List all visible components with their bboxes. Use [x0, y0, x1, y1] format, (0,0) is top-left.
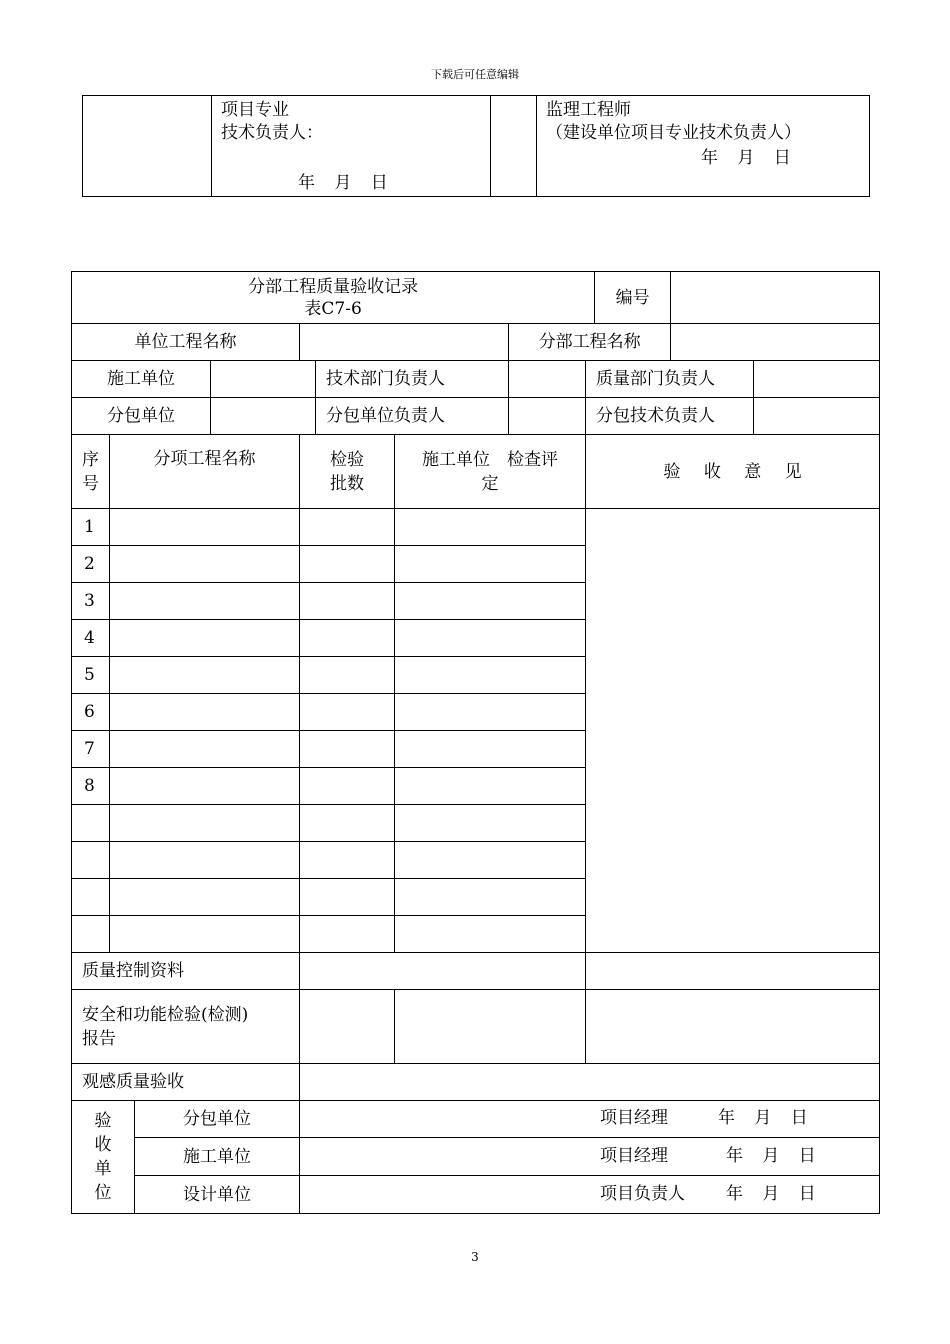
signature-table [82, 95, 870, 197]
quality-control-docs-opinion[interactable] [586, 953, 880, 990]
signature-blank-middle [491, 96, 537, 197]
batch-count-cell[interactable] [300, 694, 395, 731]
evaluation-cell[interactable] [395, 583, 586, 620]
subcontract-unit-head-field[interactable] [509, 398, 586, 435]
quality-control-docs-field[interactable] [300, 953, 586, 990]
acceptance-unit-construction: 施工单位 [135, 1138, 300, 1176]
tech-dept-head-field[interactable] [509, 361, 586, 398]
batch-count-cell[interactable] [300, 768, 395, 805]
row-number: 5 [72, 657, 110, 694]
quality-dept-head-label: 质量部门负责人 [586, 361, 754, 398]
acceptance-unit-char: 位 [94, 1183, 112, 1203]
evaluation-cell[interactable] [395, 916, 586, 953]
col-header-evaluation [395, 435, 586, 509]
acceptance-unit-subcontract: 分包单位 [135, 1101, 300, 1138]
acceptance-opinion-cell[interactable] [586, 509, 880, 953]
acceptance-unit-label [72, 1101, 135, 1214]
batch-count-cell[interactable] [300, 805, 395, 842]
row-number [72, 916, 110, 953]
supervisor-cell[interactable] [537, 96, 870, 197]
row-number [72, 879, 110, 916]
item-name-cell[interactable] [110, 620, 300, 657]
item-name-cell[interactable] [110, 916, 300, 953]
acceptance-sign-construction[interactable] [300, 1138, 880, 1176]
row-number: 6 [72, 694, 110, 731]
batch-count-cell[interactable] [300, 620, 395, 657]
subcontract-tech-head-label: 分包技术负责人 [586, 398, 754, 435]
subcontract-unit-head-label: 分包单位负责人 [316, 398, 509, 435]
evaluation-cell[interactable] [395, 620, 586, 657]
batch-count-cell[interactable] [300, 657, 395, 694]
form-code: 表C7-6 [304, 298, 362, 319]
acceptance-date: 年 月 日 [726, 1183, 816, 1204]
col-header-seq-line2: 号 [82, 473, 99, 494]
project-tech-lead-cell[interactable] [212, 96, 491, 197]
evaluation-cell[interactable] [395, 546, 586, 583]
row-number [72, 842, 110, 879]
form-title-cell [72, 272, 595, 324]
batch-count-cell[interactable] [300, 879, 395, 916]
row-number: 3 [72, 583, 110, 620]
row-number: 4 [72, 620, 110, 657]
row-number: 1 [72, 509, 110, 546]
col-header-opinion: 验 收 意 见 [586, 435, 880, 509]
batch-count-cell[interactable] [300, 842, 395, 879]
safety-report-line2: 报告 [82, 1028, 116, 1049]
subcontract-unit-field[interactable] [211, 398, 316, 435]
evaluation-cell[interactable] [395, 842, 586, 879]
item-name-cell[interactable] [110, 879, 300, 916]
row-number: 2 [72, 546, 110, 583]
batch-count-cell[interactable] [300, 731, 395, 768]
quality-dept-head-field[interactable] [754, 361, 880, 398]
appearance-quality-label: 观感质量验收 [72, 1064, 300, 1101]
form-title: 分部工程质量验收记录 [248, 276, 419, 297]
item-name-cell[interactable] [110, 694, 300, 731]
unit-project-name-label: 单位工程名称 [72, 324, 300, 361]
item-name-cell[interactable] [110, 657, 300, 694]
batch-count-cell[interactable] [300, 509, 395, 546]
tech-dept-head-label: 技术部门负责人 [316, 361, 509, 398]
quality-control-docs-label: 质量控制资料 [72, 953, 300, 990]
subcontract-unit-label: 分包单位 [72, 398, 211, 435]
construction-unit-field[interactable] [211, 361, 316, 398]
evaluation-cell[interactable] [395, 694, 586, 731]
col-header-eval-line2: 定 [481, 473, 499, 494]
subcontract-tech-head-field[interactable] [754, 398, 880, 435]
row-number [72, 805, 110, 842]
item-name-cell[interactable] [110, 509, 300, 546]
right-date-label: 年 月 日 [701, 148, 791, 168]
col-header-item-name: 分项工程名称 [110, 435, 300, 509]
evaluation-cell[interactable] [395, 731, 586, 768]
col-header-eval-line1: 施工单位 检查评 [422, 449, 558, 470]
col-header-batch-count [300, 435, 395, 509]
unit-project-name-field[interactable] [300, 324, 509, 361]
col-header-seq-line1: 序 [82, 449, 99, 470]
owner-tech-lead-label: （建设单位项目专业技术负责人） [546, 123, 801, 143]
number-label: 编号 [595, 272, 671, 324]
batch-count-cell[interactable] [300, 583, 395, 620]
safety-report-line1: 安全和功能检验(检测) [82, 1004, 249, 1025]
acceptance-unit-char: 收 [94, 1135, 112, 1155]
left-date-label: 年 月 日 [298, 173, 388, 193]
item-name-cell[interactable] [110, 805, 300, 842]
acceptance-sign-design[interactable] [300, 1176, 880, 1214]
acceptance-role: 项目经理 [600, 1145, 668, 1166]
acceptance-role: 项目负责人 [600, 1183, 685, 1204]
safety-function-report-label [72, 990, 300, 1064]
tech-lead-label: 技术负责人： [221, 123, 323, 143]
col-header-seq [72, 435, 110, 509]
number-field[interactable] [671, 272, 880, 324]
acceptance-role: 项目经理 [600, 1108, 668, 1128]
sub-project-name-label: 分部工程名称 [509, 324, 671, 361]
safety-report-batch-field[interactable] [300, 990, 395, 1064]
sub-project-name-field[interactable] [671, 324, 880, 361]
construction-unit-label: 施工单位 [72, 361, 211, 398]
supervising-engineer-label: 监理工程师 [546, 100, 631, 120]
acceptance-record-form [71, 271, 880, 1214]
item-name-cell[interactable] [110, 546, 300, 583]
page-number: 3 [471, 1250, 479, 1264]
evaluation-cell[interactable] [395, 768, 586, 805]
project-specialty-label: 项目专业 [221, 100, 289, 120]
safety-report-opinion-field[interactable] [586, 990, 880, 1064]
acceptance-unit-char: 验 [94, 1111, 112, 1131]
item-name-cell[interactable] [110, 768, 300, 805]
signature-blank-left [83, 96, 212, 197]
row-number: 7 [72, 731, 110, 768]
batch-count-cell[interactable] [300, 546, 395, 583]
acceptance-sign-subcontract[interactable] [300, 1101, 880, 1138]
item-name-cell[interactable] [110, 842, 300, 879]
item-name-cell[interactable] [110, 731, 300, 768]
header-note: 下载后可任意编辑 [431, 68, 519, 81]
safety-report-eval-field[interactable] [395, 990, 586, 1064]
col-header-batch-line1: 检验 [330, 449, 364, 470]
row-number: 8 [72, 768, 110, 805]
batch-count-cell[interactable] [300, 916, 395, 953]
col-header-batch-line2: 批数 [330, 473, 364, 494]
acceptance-unit-design: 设计单位 [135, 1176, 300, 1214]
appearance-quality-field[interactable] [300, 1064, 880, 1101]
table-row [72, 509, 880, 546]
evaluation-cell[interactable] [395, 879, 586, 916]
acceptance-unit-char: 单 [94, 1159, 112, 1179]
acceptance-date: 年 月 日 [718, 1108, 808, 1128]
evaluation-cell[interactable] [395, 805, 586, 842]
item-name-cell[interactable] [110, 583, 300, 620]
acceptance-date: 年 月 日 [726, 1145, 816, 1166]
evaluation-cell[interactable] [395, 657, 586, 694]
evaluation-cell[interactable] [395, 509, 586, 546]
